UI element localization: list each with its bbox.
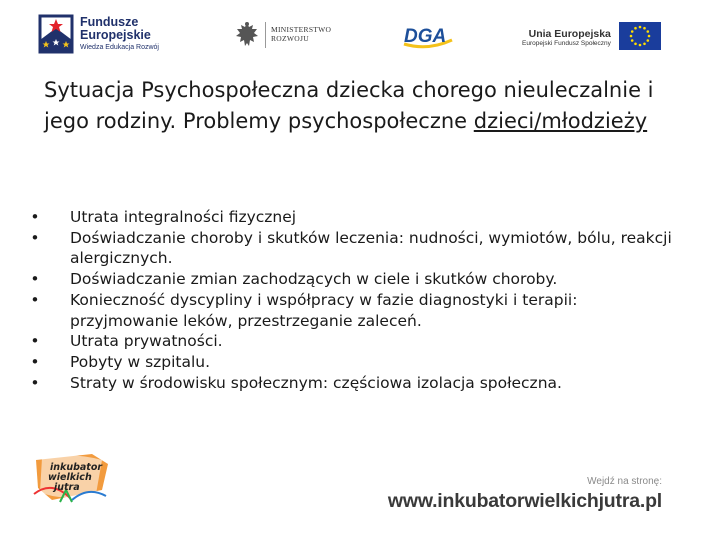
incubator-logo	[32, 450, 112, 506]
svg-text:jutra: jutra	[54, 482, 80, 493]
eu-flag-icon	[619, 22, 661, 54]
ministry-logo	[234, 20, 331, 50]
list-item	[28, 331, 688, 352]
ministry-divider	[265, 22, 266, 48]
eu-logo	[522, 22, 661, 54]
bullet-text: Doświadczanie choroby i skutków leczenia: nudności, wymiotów, bólu, reakcji alergicznych.	[70, 228, 672, 268]
bullet-text: Konieczność dyscypliny i współpracy w fazie diagnostyki i terapii: przyjmowanie leków, przestrzeganie zaleceń.	[70, 290, 578, 330]
ministry-line2: ROZWOJU	[271, 34, 309, 43]
eu-line1: Unia Europejska	[528, 27, 611, 40]
bullet-dot: •	[30, 352, 40, 371]
list-item	[28, 228, 688, 269]
bullet-dot: •	[30, 208, 40, 226]
ministry-line1: MINISTERSTWO	[271, 25, 332, 35]
ministry-text	[271, 26, 331, 43]
logo-strip	[0, 0, 720, 62]
title-main: Sytuacja Psychospołeczna dziecka chorego nieuleczalnie i jego rodziny. Problemy psychospołeczne	[44, 78, 654, 133]
fe-line1: Fundusze	[80, 15, 139, 30]
bullet-dot: •	[30, 332, 40, 351]
eagle-icon	[234, 20, 260, 50]
bullet-dot: •	[30, 373, 40, 392]
fe-line2: Europejskie	[80, 28, 151, 43]
bullet-list	[28, 207, 688, 393]
dga-logo	[400, 24, 456, 50]
dga-text: DGA	[404, 26, 447, 47]
bullet-dot: •	[30, 270, 40, 289]
svg-text:wielkich: wielkich	[48, 472, 92, 483]
fe-logo-text	[80, 16, 159, 52]
bullet-dot: •	[30, 228, 40, 247]
title-underlined: dzieci/młodzieży	[473, 109, 648, 133]
visit-label: Wejdź na stronę:	[587, 476, 662, 487]
list-item	[28, 352, 688, 373]
slide-title	[44, 75, 694, 137]
list-item	[28, 207, 688, 228]
bullet-text: Pobyty w szpitalu.	[70, 352, 211, 371]
list-item	[28, 373, 688, 394]
list-item	[28, 269, 688, 290]
eu-line2: Europejski Fundusz Społeczny	[522, 40, 611, 48]
list-item	[28, 290, 688, 331]
bullet-text: Utrata prywatności.	[70, 332, 223, 351]
eu-logo-text	[522, 29, 611, 48]
svg-text:inkubator: inkubator	[50, 462, 103, 473]
bullet-text: Straty w środowisku społecznym: częściowa izolacja społeczna.	[70, 373, 562, 392]
bullet-text: Doświadczanie zmian zachodzących w ciele i skutków choroby.	[70, 270, 558, 289]
website-url: www.inkubatorwielkichjutra.pl	[387, 490, 662, 512]
fe-emblem-icon	[38, 14, 74, 54]
fe-line3: Wiedza Edukacja Rozwój	[80, 44, 159, 52]
fundusze-europejskie-logo	[38, 14, 159, 54]
bullet-dot: •	[30, 290, 40, 309]
bullet-text: Utrata integralności fizycznej	[70, 208, 297, 226]
